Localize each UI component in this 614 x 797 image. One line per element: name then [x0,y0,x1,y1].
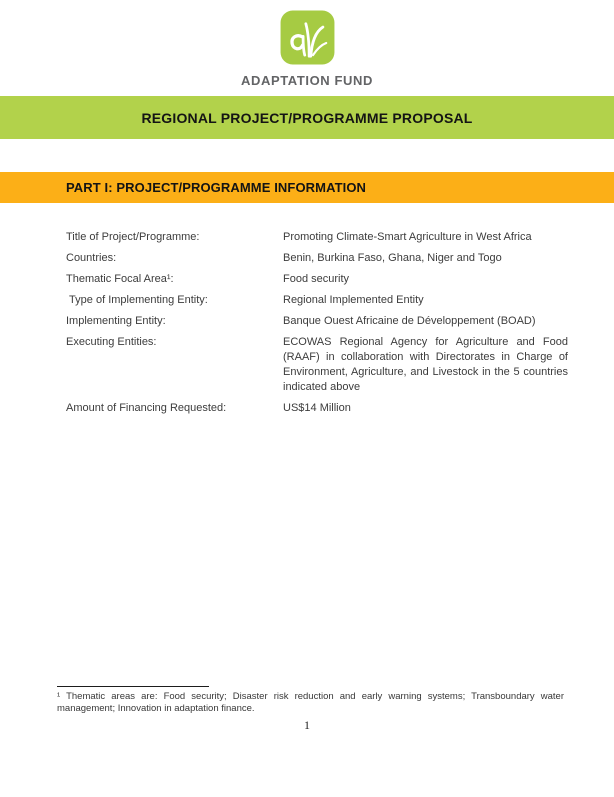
footnote-block [57,686,564,715]
project-information [66,230,568,422]
part-i-banner [0,172,614,203]
info-value: US$14 Million [283,402,351,414]
info-value: Regional Implemented Entity [283,294,424,306]
info-row-thematic-focal-area [66,272,568,287]
info-row-amount-of-financing [66,401,568,416]
proposal-title: REGIONAL PROJECT/PROGRAMME PROPOSAL [141,109,473,126]
info-value: Banque Ouest Africaine de Développement (BOAD) [283,315,536,327]
info-value: ECOWAS Regional Agency for Agriculture and Food (RAAF) in collaboration with Directorates in Charge of Environment, Agriculture, and Livestock in the 5 countries indicated above [283,336,568,393]
proposal-title-banner [0,96,614,139]
adaptation-fund-wordmark: ADAPTATION FUND [240,73,373,88]
info-label: Executing Entities: [66,336,157,348]
adaptation-fund-logo [0,10,614,88]
info-row-countries [66,251,568,266]
info-label: Thematic Focal Area¹: [66,273,174,285]
info-row-executing-entities [66,335,568,395]
info-label: Type of Implementing Entity: [66,294,208,306]
info-value: Food security [283,273,350,285]
footnote-text: ¹ Thematic areas are: Food security; Disaster risk reduction and early warning systems; Transboundary water management; Innovation in adaptation finance. [57,691,564,714]
info-value: Promoting Climate-Smart Agriculture in West Africa [283,231,532,243]
info-row-title [66,230,568,245]
af-grass-logo-icon [280,10,335,65]
info-label: Countries: [66,252,117,264]
footnote-separator [57,686,209,687]
info-label: Implementing Entity: [66,315,166,327]
info-label: Title of Project/Programme: [66,231,200,243]
page-number: 1 [304,718,310,732]
info-row-type-of-implementing-entity [66,293,568,308]
info-row-implementing-entity [66,314,568,329]
info-label: Amount of Financing Requested: [66,402,227,414]
part-i-title: PART I: PROJECT/PROGRAMME INFORMATION [66,180,367,195]
info-value: Benin, Burkina Faso, Ghana, Niger and Togo [283,252,502,264]
